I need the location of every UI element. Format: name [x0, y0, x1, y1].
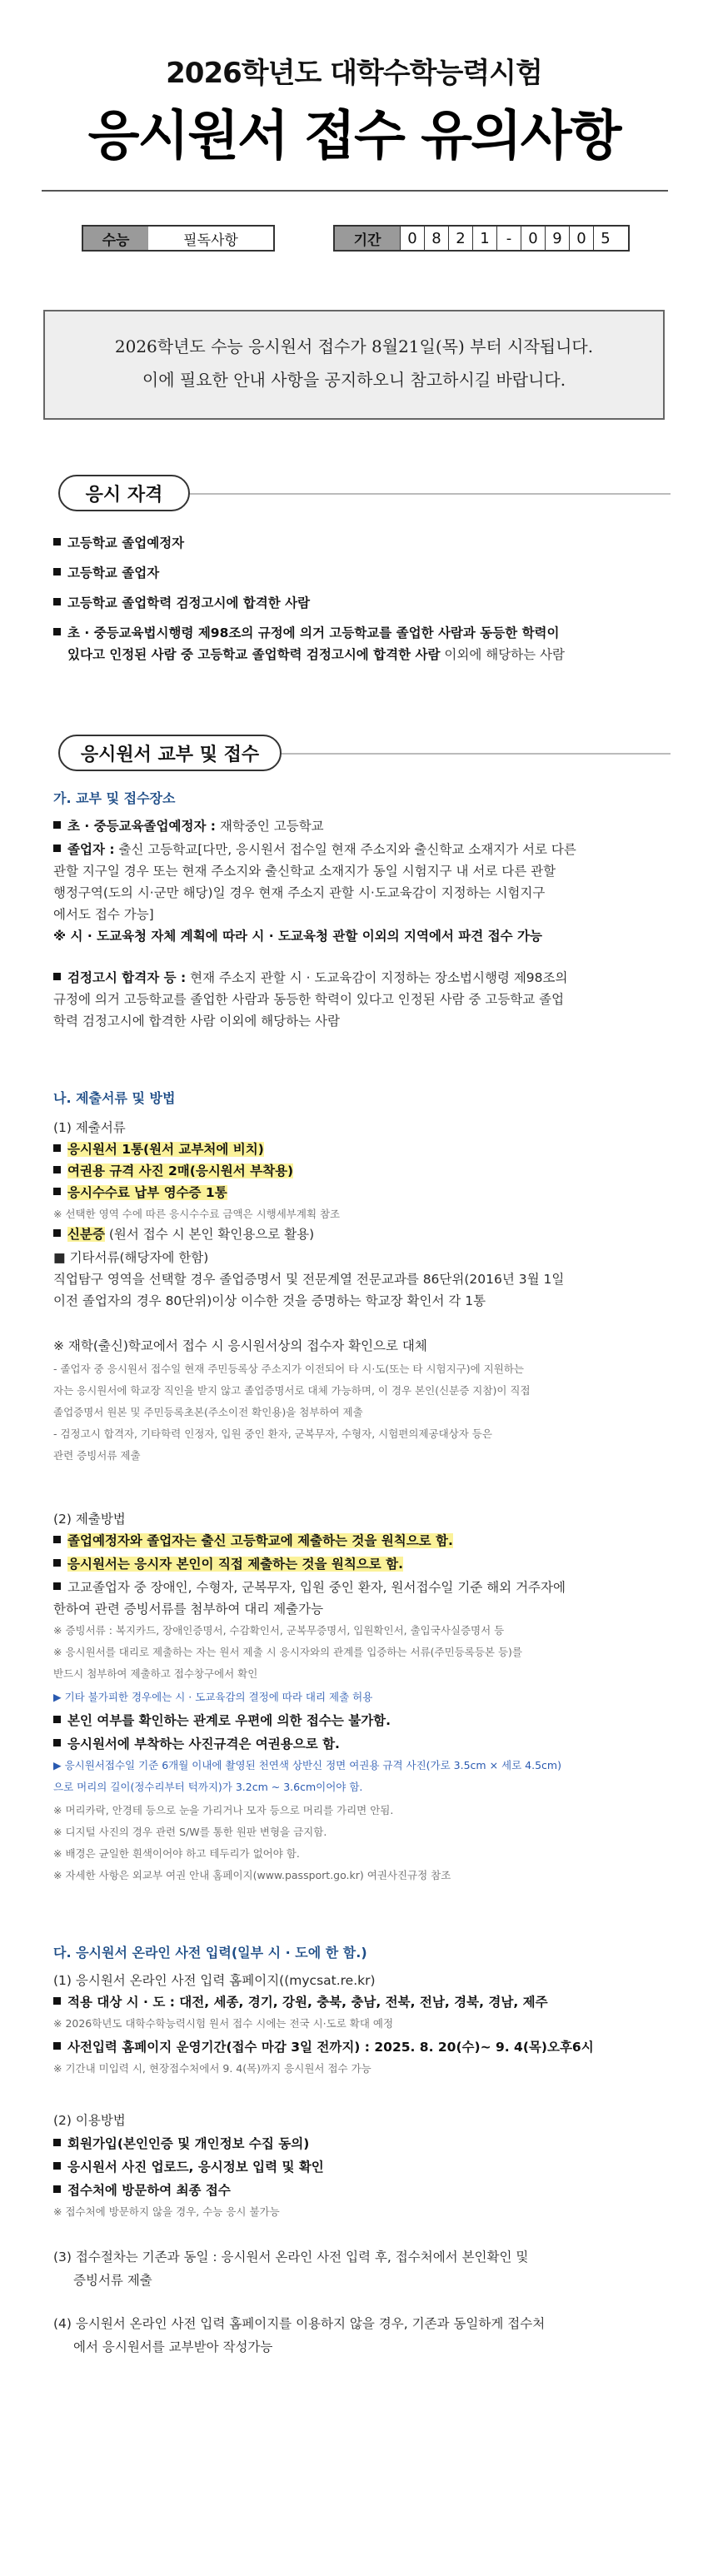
text-line: 에서 응시원서를 교부받아 작성가능	[73, 2339, 273, 2354]
note-line: ※ 기간내 미입력 시, 현장접수처에서 9. 4(목)까지 응시원서 접수 가능	[53, 2062, 371, 2075]
note-line: ※ 자세한 사항은 외교부 여권 안내 홈페이지(www.passport.go.kr) 여권사진규정 참조	[53, 1869, 451, 1881]
note-line: 졸업증명서 원본 및 주민등록초본(주소이전 확인용)을 첨부하여 제출	[53, 1406, 363, 1418]
list-item: 검정고시 합격자 등 : 현재 주소지 관할 시 · 도교육감이 지정하는 장소법시행령 제98조의	[53, 968, 567, 986]
sub-heading: (1) 응시원서 온라인 사전 입력 홈페이지((mycsat.re.kr)	[53, 1973, 376, 1988]
bullet-icon	[53, 1188, 61, 1195]
page-subtitle: 2026학년도 대학수학능력시험	[166, 57, 542, 90]
period-digit: 9	[545, 227, 569, 250]
sub-heading: (1) 제출서류	[53, 1120, 126, 1135]
list-item: 응시수수료 납부 영수증 1통	[53, 1183, 227, 1201]
subsection-heading: 나. 제출서류 및 방법	[53, 1090, 176, 1106]
note-line: ※ 배경은 균일한 흰색이어야 하고 테두리가 없어야 함.	[53, 1847, 300, 1860]
list-item: 응시원서에 부착하는 사진규격은 여권용으로 함.	[53, 1734, 340, 1752]
text-line: 증빙서류 제출	[73, 2273, 152, 2288]
list-item: 고교졸업자 중 장애인, 수형자, 군복무자, 입원 중인 환자, 원서접수일 기준 해외 거주자에	[53, 1577, 566, 1596]
text-line: ■ 기타서류(해당자에 한함)	[53, 1250, 209, 1265]
text-line: 행정구역(도의 시·군만 해당)일 경우 현재 주소지 관할 시·도교육감이 지정하는 시험지구	[53, 885, 546, 900]
note-line: ※ 재학(출신)학교에서 접수 시 응시원서상의 접수자 확인으로 대체	[53, 1338, 427, 1353]
notice-line: 이에 필요한 안내 사항을 공지하오니 참고하시길 바랍니다.	[142, 370, 566, 390]
text-line: 에서도 접수 가능]	[53, 907, 154, 922]
bullet-icon	[53, 1144, 61, 1152]
bullet-icon	[53, 1716, 61, 1723]
period-digit: -	[496, 227, 521, 250]
note-line: 관련 증빙서류 제출	[53, 1449, 141, 1462]
bullet-icon	[53, 1559, 61, 1567]
bullet-icon	[53, 598, 61, 605]
bullet-icon	[53, 1997, 61, 2005]
note-line: ※ 2026학년도 대학수학능력시험 원서 접수 시에는 전국 시·도로 확대 예정	[53, 2017, 394, 2030]
bullet-icon	[53, 1166, 61, 1173]
title-divider	[42, 190, 668, 192]
category-value: 필독사항	[183, 232, 238, 249]
notice-line: 2026학년도 수능 응시원서 접수가 8월21일(목) 부터 시작됩니다.	[114, 336, 594, 356]
note-line: 자는 응시원서에 학교장 직인을 받지 않고 졸업증명서로 대체 가능하며, 이 경우 본인(신분증 지참)이 직접	[53, 1384, 531, 1397]
period-digit: 0	[521, 227, 545, 250]
list-item: 응시원서 사진 업로드, 응시정보 입력 및 확인	[53, 2157, 324, 2175]
list-item: 고등학교 졸업학력 검정고시에 합격한 사람	[53, 593, 310, 611]
list-item: 여권용 규격 사진 2매(응시원서 부착용)	[53, 1161, 293, 1179]
bullet-icon	[53, 2139, 61, 2146]
period-digit: 0	[400, 227, 424, 250]
note-line: - 검정고시 합격자, 기타학력 인정자, 입원 중인 환자, 군복무자, 수형자, 시험편의제공대상자 등은	[53, 1428, 492, 1440]
text-line: 이전 졸업자의 경우 80단위)이상 이수한 것을 증명하는 학교장 확인서 각 1통	[53, 1293, 486, 1308]
text-line: 직업탐구 영역을 선택할 경우 졸업증명서 및 전문계열 전문교과를 86단위(2016년 3월 1일	[53, 1272, 565, 1287]
list-item: 접수처에 방문하여 최종 접수	[53, 2180, 231, 2199]
text-line: 한하여 관련 증빙서류를 첨부하여 대리 제출가능	[53, 1602, 324, 1617]
period-digit: 5	[593, 227, 617, 250]
notice-box	[43, 310, 665, 420]
note-line: ※ 응시원서를 대리로 제출하는 자는 원서 제출 시 응시자와의 관계를 입증하는 서류(주민등록등본 등)를	[53, 1646, 522, 1658]
text-line: 관할 지구일 경우 또는 현재 주소지와 출신학교 소재지가 동일 시험지구 내 서로 다른 관할	[53, 864, 556, 879]
bullet-icon	[53, 1536, 61, 1543]
bullet-icon	[53, 1582, 61, 1590]
category-tag	[82, 225, 275, 252]
note-line: ▶ 응시원서접수일 기준 6개월 이내에 촬영된 천연색 상반신 정면 여권용 규격 사진(가로 3.5cm × 세로 4.5cm)	[53, 1759, 561, 1771]
section-title-eligibility: 응시 자격	[58, 475, 190, 511]
text-line: (3) 접수절차는 기존과 동일 : 응시원서 온라인 사전 입력 후, 접수처에서 본인확인 및	[53, 2250, 529, 2265]
list-item: 사전입력 홈페이지 운영기간(접수 마감 3일 전까지) : 2025. 8. 20(수)~ 9. 4(목)오후6시	[53, 2037, 594, 2055]
note-line: ※ 선택한 영역 수에 따른 응시수수료 금액은 시행세부계획 참조	[53, 1208, 341, 1220]
text-line: (4) 응시원서 온라인 사전 입력 홈페이지를 이용하지 않을 경우, 기존과 동일하게 접수처	[53, 2316, 546, 2331]
period-digit: 8	[424, 227, 448, 250]
list-item: 졸업자 : 출신 고등학교[다만, 응시원서 접수일 현재 주소지와 출신학교 소재지가 서로 다른	[53, 840, 576, 858]
note-line: ※ 증빙서류 : 복지카드, 장애인증명서, 수감확인서, 군복무증명서, 입원확인서, 출입국사실증명서 등	[53, 1624, 505, 1637]
note-line: ※ 디지털 사진의 경우 관련 S/W를 통한 원판 변형을 금지함.	[53, 1826, 327, 1838]
sub-heading: (2) 이용방법	[53, 2113, 126, 2128]
subsection-heading: 다. 응시원서 온라인 사전 입력(일부 시 · 도에 한 함.)	[53, 1945, 367, 1961]
list-item: 응시원서는 응시자 본인이 직접 제출하는 것을 원칙으로 함.	[53, 1554, 403, 1572]
list-item: 졸업예정자와 졸업자는 출신 고등학교에 제출하는 것을 원칙으로 함.	[53, 1531, 453, 1549]
bullet-icon	[53, 1229, 61, 1237]
list-item: 본인 여부를 확인하는 관계로 우편에 의한 접수는 불가함.	[53, 1711, 391, 1729]
period-digit: 0	[569, 227, 593, 250]
bullet-icon	[53, 2162, 61, 2170]
period-label: 기간	[335, 227, 400, 250]
text-line: 규정에 의거 고등학교를 졸업한 사람과 동등한 학력이 있다고 인정된 사람 중 고등학교 졸업	[53, 992, 565, 1007]
bullet-icon	[53, 973, 61, 980]
list-item: 초 · 중등교육법시행령 제98조의 규정에 의거 고등학교를 졸업한 사람과 동등한 학력이	[53, 623, 560, 641]
list-item: 초 · 중등교육졸업예정자 : 재학중인 고등학교	[53, 816, 324, 835]
period-digit: 2	[448, 227, 472, 250]
note-line: ※ 머리카락, 안경테 등으로 눈을 가리거나 모자 등으로 머리를 가리면 안됨.	[53, 1804, 394, 1816]
section-title-application: 응시원서 교부 및 접수	[58, 735, 282, 771]
list-item-continued: 있다고 인정된 사람 중 고등학교 졸업학력 검정고시에 합격한 사람 이외에 해당하는 사람	[67, 647, 565, 662]
page-title: 응시원서 접수 유의사항	[87, 106, 621, 167]
period-digit: 1	[472, 227, 496, 250]
note-line: ※ 접수처에 방문하지 않을 경우, 수능 응시 불가능	[53, 2205, 280, 2218]
bullet-icon	[53, 2185, 61, 2193]
list-item: 회원가입(본인인증 및 개인정보 수집 동의)	[53, 2134, 309, 2152]
bullet-icon	[53, 1739, 61, 1746]
list-item: 고등학교 졸업예정자	[53, 533, 184, 551]
category-label: 수능	[83, 227, 148, 250]
bullet-icon	[53, 821, 61, 829]
note-line: - 졸업자 중 응시원서 접수일 현재 주민등록상 주소지가 이전되어 타 시·도(또는 타 시험지구)에 지원하는	[53, 1363, 524, 1375]
note-line: ▶ 기타 불가피한 경우에는 시 · 도교육감의 결정에 따라 대리 제출 허용	[53, 1691, 373, 1703]
text-line: 학력 검정고시에 합격한 사람 이외에 해당하는 사람	[53, 1014, 340, 1029]
bullet-icon	[53, 568, 61, 575]
list-item: 적용 대상 시 · 도 : 대전, 세종, 경기, 강원, 충북, 충남, 전북, 전남, 경북, 경남, 제주	[53, 1992, 548, 2010]
bullet-icon	[53, 538, 61, 546]
note-line: ※ 시 · 도교육청 자체 계획에 따라 시 · 도교육청 관할 이외의 지역에서 파견 접수 가능	[53, 929, 542, 944]
sub-heading: (2) 제출방법	[53, 1512, 126, 1527]
subsection-heading: 가. 교부 및 접수장소	[53, 790, 176, 806]
bullet-icon	[53, 2042, 61, 2050]
list-item: 신분증 (원서 접수 시 본인 확인용으로 활용)	[53, 1224, 314, 1243]
list-item: 고등학교 졸업자	[53, 563, 159, 581]
period-tag	[333, 225, 630, 252]
bullet-icon	[53, 628, 61, 635]
note-line: 반드시 첨부하여 제출하고 접수창구에서 확인	[53, 1667, 258, 1680]
bullet-icon	[53, 845, 61, 852]
note-line: 으로 머리의 길이(정수리부터 턱까지)가 3.2cm ~ 3.6cm이어야 함.	[53, 1781, 363, 1793]
list-item: 응시원서 1통(원서 교부처에 비치)	[53, 1139, 264, 1158]
